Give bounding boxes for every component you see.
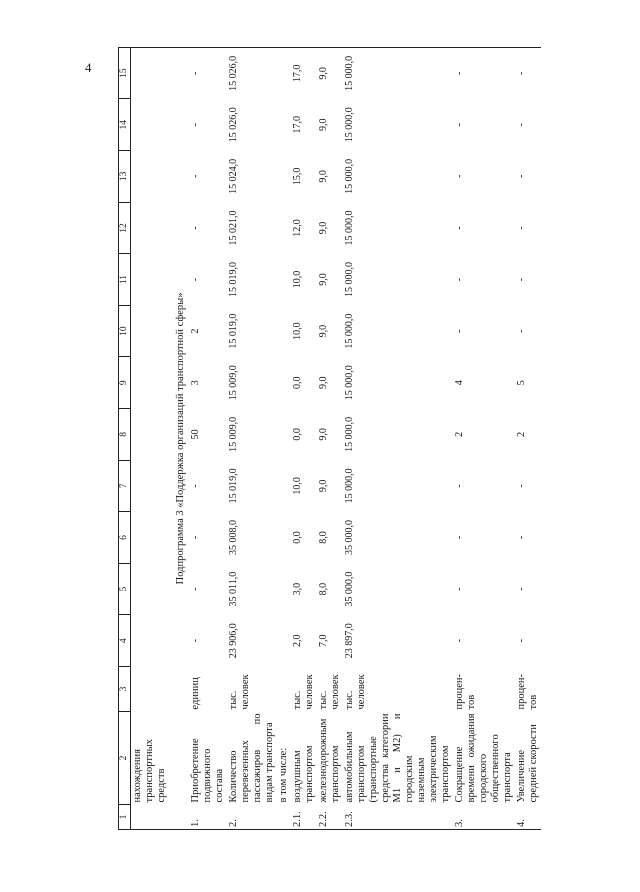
rotated-table-sheet	[118, 55, 630, 830]
value-cell: 5	[516, 380, 527, 386]
value-cell: -	[454, 174, 465, 179]
value-cell: -	[454, 123, 465, 127]
unit: тыс. человек	[228, 674, 251, 710]
header-cell: 11	[119, 254, 131, 306]
value-cell: 9,0	[317, 47, 343, 99]
page-number: 4	[85, 60, 92, 75]
value-cell: 3,0	[292, 582, 303, 596]
subprogram-title: Подпрограмма 3 «Поддержка организаций транспортной сферы»	[169, 47, 189, 829]
value-cell: 15 009,0	[228, 416, 239, 452]
table-row	[453, 47, 515, 829]
value-cell: 9,0	[318, 428, 329, 441]
row-number: 2.2.	[317, 805, 343, 830]
table-row	[189, 47, 227, 829]
indicator-name: в том числе:	[278, 747, 289, 803]
value-cell	[277, 409, 291, 461]
unit: тыс. человек	[318, 674, 341, 710]
value-cell: 15 026,0	[227, 47, 277, 99]
unit: единиц	[190, 677, 201, 710]
value-cell: 15 019,0	[228, 313, 239, 349]
indicator-name: Сокращение времени ожидания городского общественного транспорта	[454, 713, 513, 803]
value-cell: 15 000,0	[344, 158, 355, 194]
value-cell: 9,0	[318, 118, 329, 132]
header-cell: 5	[119, 563, 131, 615]
value-cell: -	[516, 639, 527, 643]
header-cell: 6	[119, 512, 131, 564]
value-cell: 9,0	[318, 376, 329, 389]
value-cell: -	[516, 226, 527, 230]
indicators-table	[118, 47, 541, 830]
value-cell: -	[516, 123, 527, 127]
indicator-name: Приобретение подвижного состава	[190, 738, 225, 803]
continuation-row	[131, 47, 170, 829]
value-cell: 2	[454, 431, 465, 437]
value-cell: -	[190, 639, 201, 643]
value-cell: 4	[454, 380, 465, 386]
value-cell: 9,0	[318, 170, 329, 183]
unit: тыс. человек	[344, 674, 367, 710]
value-cell: 17,0	[291, 47, 317, 99]
value-cell: -	[454, 484, 465, 488]
indicator-name: Увеличение средней скорости	[516, 724, 539, 803]
indicator-name: железнодорожным транспортом	[318, 718, 341, 803]
value-cell: -	[454, 587, 465, 591]
value-cell	[277, 151, 291, 203]
value-cell: 15 000,0	[344, 107, 355, 143]
table-row	[515, 47, 541, 829]
value-cell: 17,0	[292, 116, 303, 134]
table-row	[277, 47, 291, 829]
value-cell: 2	[516, 431, 527, 437]
value-cell: 10,0	[292, 322, 303, 340]
value-cell: 35 011,0	[228, 571, 239, 607]
value-cell: 15 000,0	[344, 365, 355, 401]
value-cell: 35 008,0	[228, 520, 239, 556]
indicator-name: воздушным транспортом	[292, 745, 315, 803]
row-number: 3.	[453, 805, 515, 830]
header-cell: 7	[119, 460, 131, 512]
value-cell: -	[190, 484, 201, 488]
value-cell: -	[454, 329, 465, 333]
value-cell: 15 021,0	[228, 210, 239, 246]
table-row	[227, 47, 277, 829]
value-cell: -	[190, 226, 201, 230]
unit	[277, 667, 291, 712]
continuation-name: нахождения транспортных средств	[132, 739, 167, 803]
value-cell: 15 009,0	[228, 365, 239, 401]
value-cell: -	[516, 174, 527, 179]
value-cell: -	[189, 47, 227, 99]
row-number: 2.3.	[343, 805, 453, 830]
indicator-name: автомобильным транспортом (транспортные средства категории М1 и М2) и городским наземным электрическим транспортом	[344, 713, 451, 803]
value-cell	[277, 563, 291, 615]
value-cell: 15 026,0	[228, 107, 239, 143]
value-cell: 15 024,0	[228, 158, 239, 194]
value-cell: -	[190, 174, 201, 179]
value-cell: 35 000,0	[344, 571, 355, 607]
value-cell: -	[190, 123, 201, 127]
value-cell: 9,0	[318, 273, 329, 286]
value-cell	[277, 615, 291, 667]
header-cell: 14	[119, 99, 131, 151]
value-cell: -	[454, 226, 465, 230]
value-cell	[277, 254, 291, 306]
column-number-row	[119, 47, 131, 829]
value-cell: -	[516, 535, 527, 540]
value-cell: -	[516, 484, 527, 488]
header-cell: 13	[119, 151, 131, 203]
value-cell: 9,0	[318, 479, 329, 493]
value-cell: 23 906,0	[228, 623, 239, 659]
value-cell	[277, 47, 291, 99]
table-row	[343, 47, 453, 829]
value-cell	[277, 460, 291, 512]
value-cell: 0,0	[292, 428, 303, 441]
subprogram-row	[169, 47, 189, 829]
value-cell: 9,0	[318, 324, 329, 338]
unit: процен-тов	[516, 673, 539, 710]
value-cell: -	[190, 277, 201, 282]
table-row	[317, 47, 343, 829]
value-cell: -	[453, 47, 515, 99]
value-cell: 15 000,0	[344, 262, 355, 298]
value-cell	[277, 202, 291, 254]
value-cell: 15 000,0	[344, 468, 355, 504]
value-cell: 0,0	[292, 531, 303, 544]
header-cell: 12	[119, 202, 131, 254]
value-cell: 9,0	[318, 221, 329, 235]
value-cell	[277, 99, 291, 151]
value-cell	[277, 357, 291, 409]
value-cell: 15 000,0	[344, 313, 355, 349]
header-cell: 8	[119, 409, 131, 461]
value-cell: 15 000,0	[344, 210, 355, 246]
value-cell: 35 000,0	[344, 520, 355, 556]
value-cell: -	[516, 587, 527, 591]
header-cell: 4	[119, 615, 131, 667]
value-cell: 15 019,0	[228, 468, 239, 504]
unit: тыс. человек	[292, 674, 315, 710]
row-number: 2.	[227, 805, 277, 830]
header-cell: 9	[119, 357, 131, 409]
row-number: 2.1.	[291, 805, 317, 830]
value-cell: -	[190, 535, 201, 540]
value-cell: -	[515, 47, 541, 99]
indicator-name: Количество перевезенных пассажиров по видам транспорта	[228, 713, 275, 803]
header-cell: 3	[119, 667, 131, 712]
value-cell: 15,0	[292, 167, 303, 186]
value-cell: 8,0	[318, 582, 329, 596]
value-cell: 50	[190, 429, 201, 440]
header-cell: 1	[119, 805, 131, 830]
value-cell: -	[516, 329, 527, 333]
header-cell: 10	[119, 305, 131, 357]
value-cell	[277, 305, 291, 357]
value-cell: 10,0	[292, 270, 303, 289]
table-row	[291, 47, 317, 829]
header-cell: 2	[119, 712, 131, 805]
row-number: 4.	[515, 805, 541, 830]
value-cell: 7,0	[318, 634, 329, 647]
header-cell: 15	[119, 47, 131, 99]
value-cell: 10,0	[292, 477, 303, 495]
value-cell: 2,0	[292, 634, 303, 647]
value-cell: -	[454, 277, 465, 282]
unit: процен-тов	[454, 673, 477, 710]
value-cell: 0,0	[292, 376, 303, 389]
value-cell: -	[190, 587, 201, 591]
value-cell: 23 897,0	[344, 623, 355, 659]
value-cell: 12,0	[292, 219, 303, 237]
value-cell: -	[516, 277, 527, 282]
value-cell	[277, 512, 291, 564]
value-cell: 15 019,0	[228, 262, 239, 298]
value-cell: 15 000,0	[344, 416, 355, 452]
row-number: 1.	[189, 805, 227, 830]
value-cell: 3	[190, 380, 201, 386]
value-cell: -	[454, 639, 465, 643]
value-cell: -	[454, 535, 465, 540]
value-cell: 15 000,0	[343, 47, 453, 99]
value-cell: 8,0	[318, 531, 329, 544]
row-number	[277, 805, 291, 830]
value-cell: 2	[190, 328, 201, 334]
